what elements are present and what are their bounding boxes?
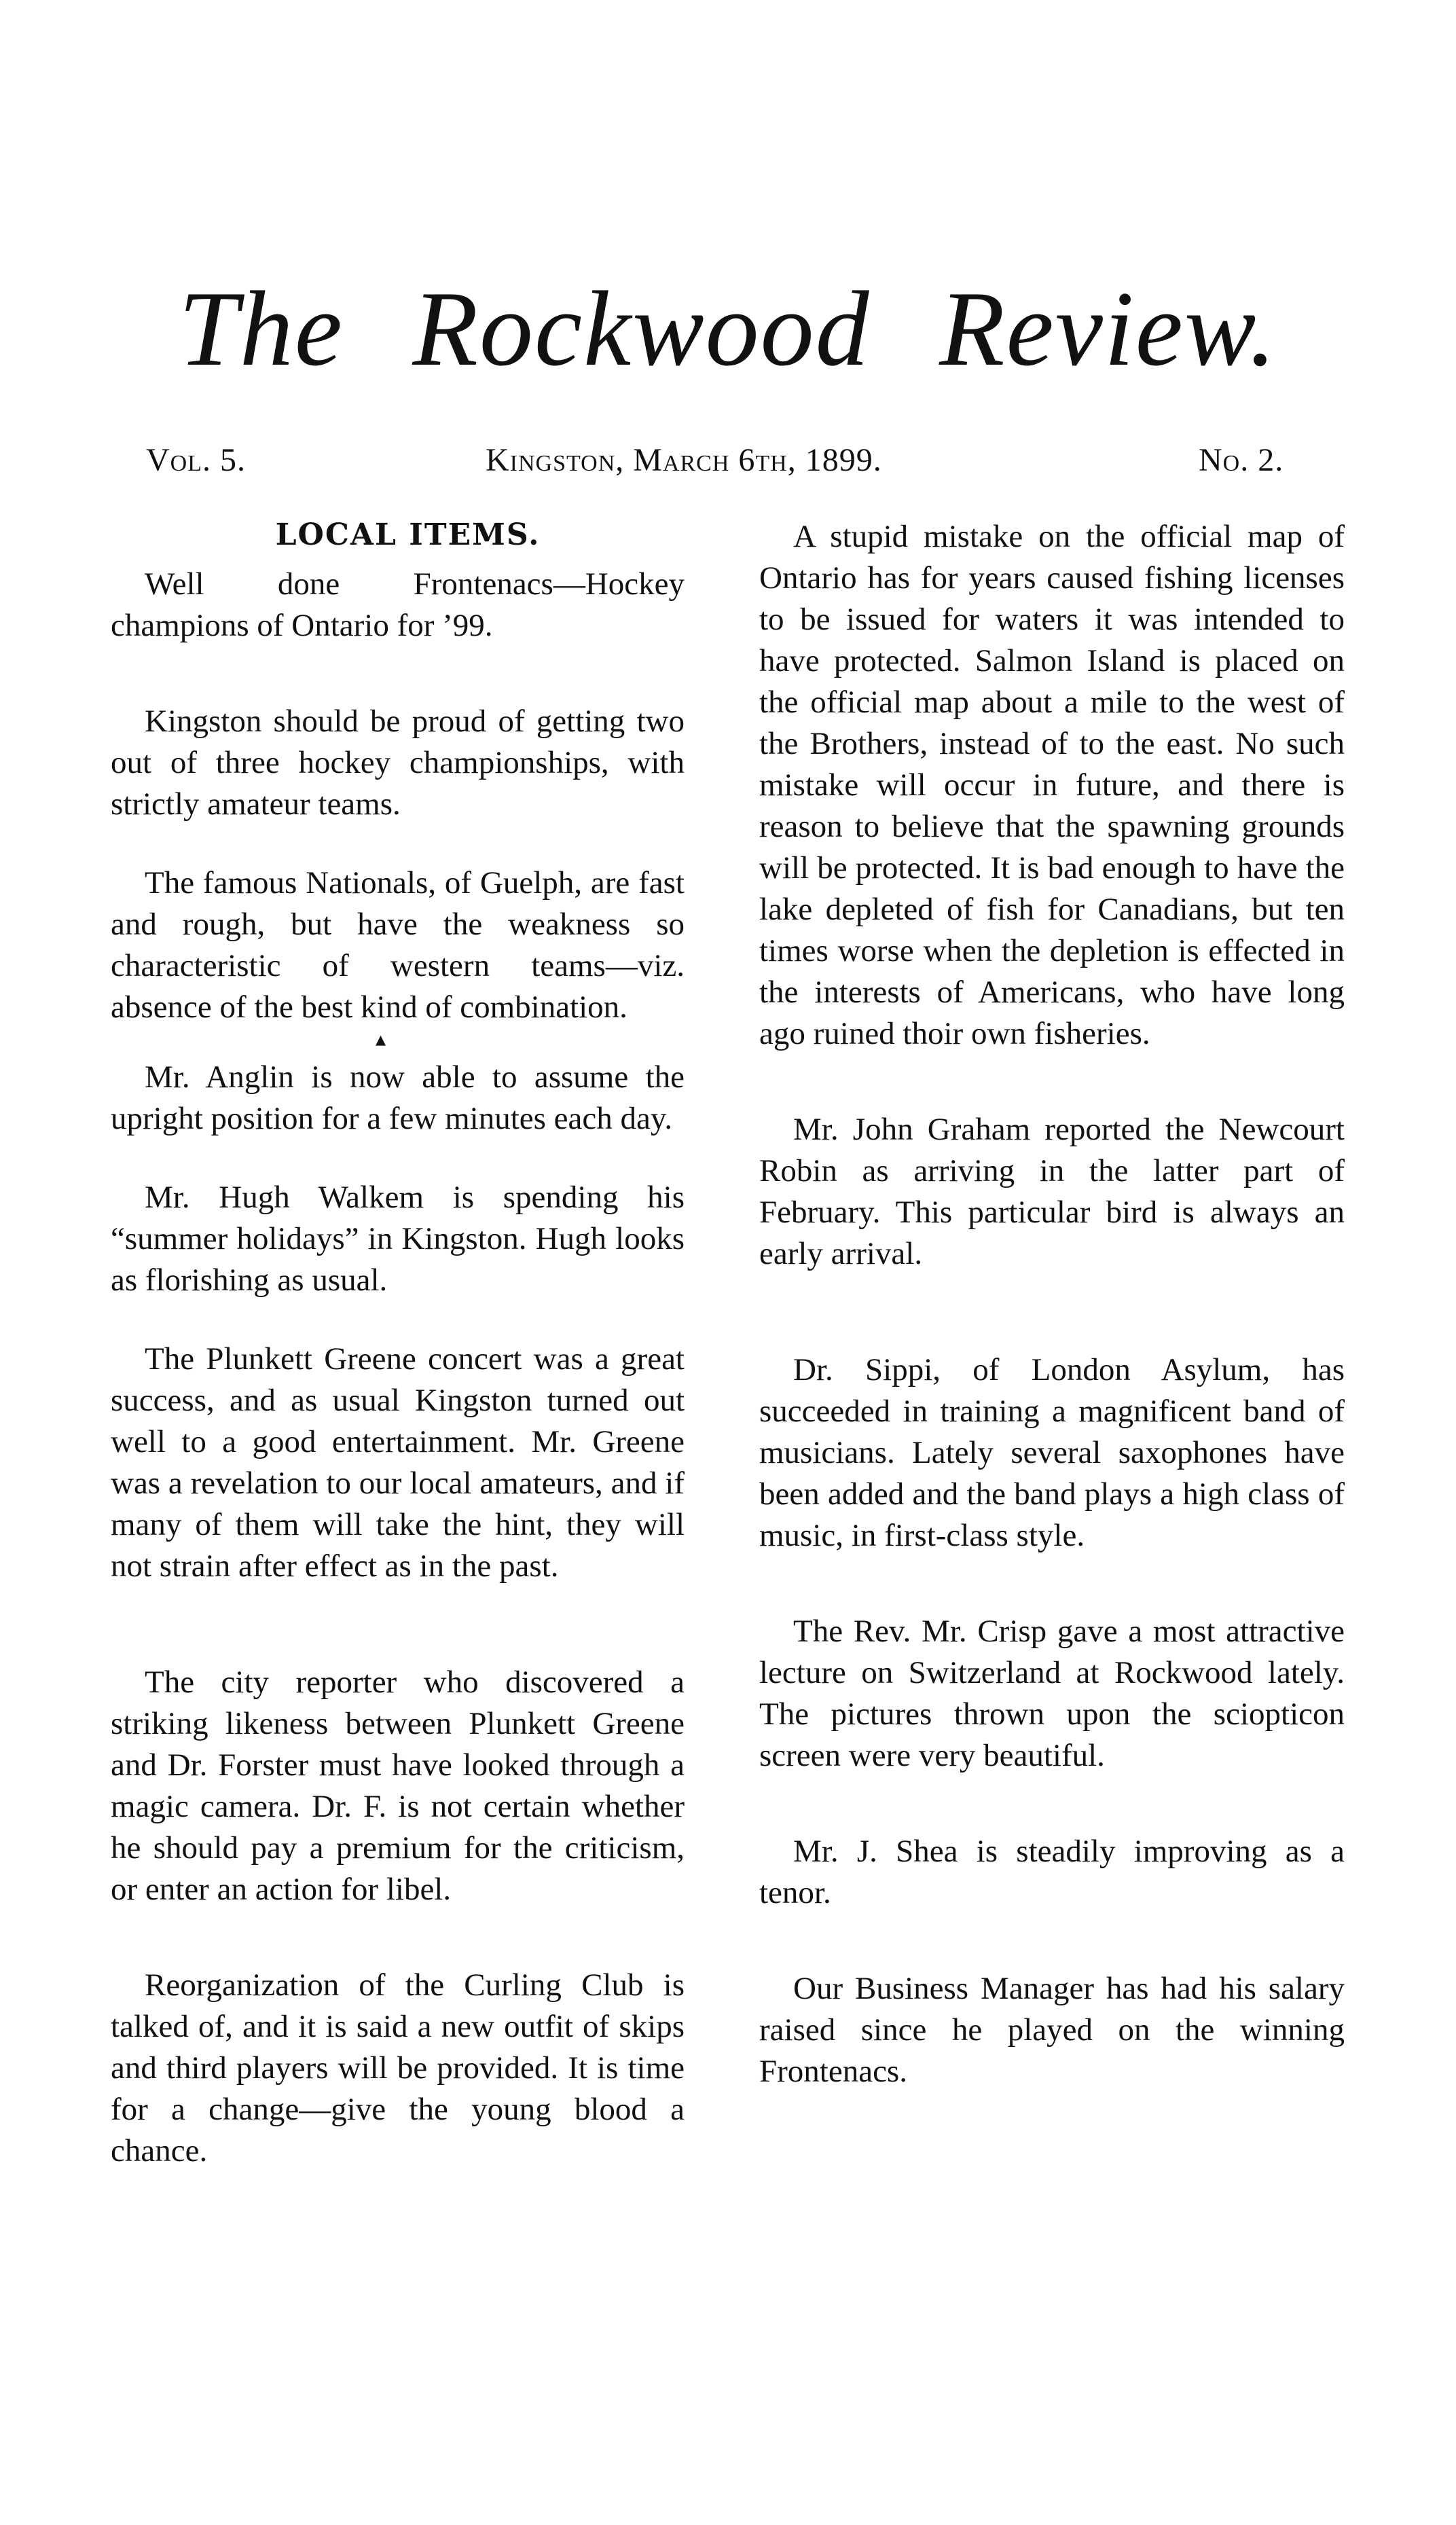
- left-column: [111, 516, 685, 2172]
- section-heading: LOCAL ITEMS.: [275, 517, 541, 552]
- paragraph-city-reporter: The city reporter who discovered a striking likeness between Plunkett Greene and Dr. Forster must have looked through a magic camera. Dr. F. is not certain whether he should pay a premium for the criticism, or enter an action for libel.: [111, 1665, 685, 1907]
- paragraph-nationals-guelph: The famous Nationals, of Guelph, are fast and rough, but have the weakness so characteristic of western teams—viz. absence of the best kind of combination.: [111, 865, 685, 1025]
- right-column: [759, 516, 1345, 2092]
- printer-mark: ▴: [376, 1028, 386, 1051]
- volume-label: Vol. 5.: [146, 442, 246, 478]
- paragraph-london-asylum-band: Dr. Sippi, of London Asylum, has succeeded in training a magnificent band of musicians. Lately several saxophones have been added and the band plays a high class of music, in first-class style.: [759, 1352, 1345, 1553]
- paragraph-shea-tenor: Mr. J. Shea is steadily improving as a tenor.: [759, 1834, 1345, 1910]
- place-date-label: Kingston, March 6th, 1899.: [486, 442, 882, 478]
- paragraph-crisp-lecture: The Rev. Mr. Crisp gave a most attractive lecture on Switzerland at Rockwood lately. The pictures thrown upon the sciopticon screen were very beautiful.: [759, 1614, 1345, 1773]
- paragraph-curling-club: Reorganization of the Curling Club is talked of, and it is said a new outfit of skips and third players will be provided. It is time for a change—give the young blood a chance.: [111, 1967, 685, 2168]
- paragraph-walkem: Mr. Hugh Walkem is spending his “summer holidays” in Kingston. Hugh looks as florishing as usual.: [111, 1180, 685, 1298]
- paragraph-frontenacs: Well done Frontenacs—Hockey champions of Ontario for ’99.: [111, 566, 685, 643]
- paragraph-business-manager: Our Business Manager has had his salary raised since he played on the winning Frontenacs.: [759, 1971, 1345, 2089]
- paragraph-anglin: Mr. Anglin is now able to assume the upright position for a few minutes each day.: [111, 1059, 685, 1136]
- paragraph-plunkett-greene-concert: The Plunkett Greene concert was a great success, and as usual Kingston turned out well to a good entertainment. Mr. Greene was a revelation to our local amateurs, and if many of them will take the hint, they will not strain after effect as in the past.: [111, 1341, 685, 1584]
- paragraph-ontario-map: A stupid mistake on the official map of Ontario has for years caused fishing licenses to be issued for waters it was intended to have protected. Salmon Island is placed on the official map about a mile to the west of the Brothers, instead of to the east. No such mistake will occur in future, and there is reason to believe that the spawning grounds will be protected. It is bad enough to have the lake depleted of fish for Canadians, but ten times worse when the depletion is effected in the interests of Americans, who have long ago ruined thoir own fisheries.: [759, 519, 1345, 1051]
- issue-number-label: No. 2.: [1199, 442, 1284, 478]
- paragraph-newcourt-robin: Mr. John Graham reported the Newcourt Robin as arriving in the latter part of February. This particular bird is always an early arrival.: [759, 1112, 1345, 1271]
- paragraph-kingston-championships: Kingston should be proud of getting two out of three hockey championships, with strictly amateur teams.: [111, 704, 685, 822]
- masthead-title: The Rockwood Review.: [178, 270, 1278, 388]
